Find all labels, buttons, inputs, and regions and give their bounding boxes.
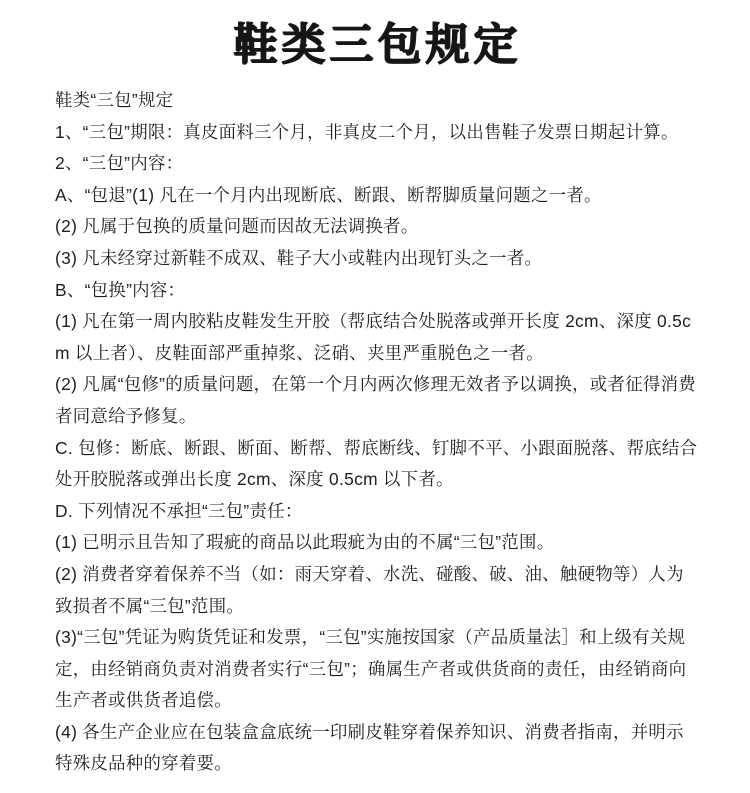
para-exclusion-item-2: (2) 消费者穿着保养不当（如：雨天穿着、水洗、碰酸、破、油、触硬物等）人为致损者不属“三包”范围。 xyxy=(55,563,684,616)
para-term-limit: 1、“三包”期限：真皮面料三个月，非真皮二个月，以出售鞋子发票日期起计算。 xyxy=(55,121,679,142)
para-exclusion-item-4: (4) 各生产企业应在包装盒盒底统一印刷皮鞋穿着保养知识、消费者指南，并明示特殊皮品种的穿着要。 xyxy=(55,721,684,774)
para-return-item-1: A、“包退”(1) 凡在一个月内出现断底、断跟、断帮脚质量问题之一者。 xyxy=(55,184,602,205)
para-exchange-item-2: (2) 凡属“包修”的质量问题，在第一个月内两次修理无效者予以调换，或者征得消费者同意给予修复。 xyxy=(55,374,696,426)
para-repair-clause: C. 包修：断底、断跟、断面、断帮、帮底断线、钉脚不平、小跟面脱落、帮底结合处开胶脱落或弹出长度 2cm、深度 0.5cm 以下者。 xyxy=(55,437,698,490)
para-exchange-item-1: (1) 凡在第一周内胶粘皮鞋发生开胶（帮底结合处脱落或弹开长度 2cm、深度 0.5cm 以上者）、皮鞋面部严重掉浆、泛硝、夹里严重脱色之一者。 xyxy=(55,311,692,363)
para-exclusion-item-3: (3)“三包”凭证为购货凭证和发票，“三包”实施按国家（产品质量法］和上级有关规定，由经销商负责对消费者实行“三包”；确属生产者或供货商的责任，由经销商向生产者或供货者追偿。 xyxy=(55,627,687,711)
doc-subtitle-line: 鞋类“三包”规定 xyxy=(55,90,174,110)
document-body xyxy=(55,85,700,780)
para-return-item-2: (2) 凡属于包换的质量问题而因故无法调换者。 xyxy=(55,216,419,237)
para-content-heading: 2、“三包”内容： xyxy=(55,153,184,174)
para-exclusion-item-1: (1) 已明示且告知了瑕疵的商品以此瑕疵为由的不属“三包”范围。 xyxy=(55,532,555,553)
para-exclusions-heading: D. 下列情况不承担“三包”责任： xyxy=(55,500,303,521)
page-title: 鞋类三包规定 xyxy=(233,20,522,69)
para-exchange-heading: B、“包换”内容： xyxy=(55,279,186,300)
para-return-item-3: (3) 凡未经穿过新鞋不成双、鞋子大小或鞋内出现钉头之一者。 xyxy=(55,247,543,268)
